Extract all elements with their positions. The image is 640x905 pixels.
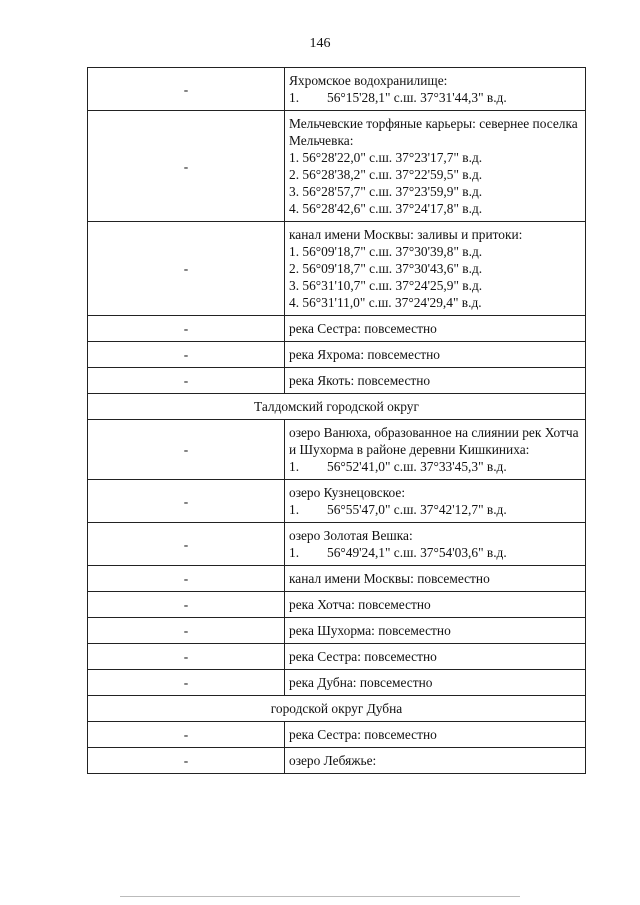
coordinate-value: 56°52'41,0" с.ш. 37°33'45,3" в.д.: [327, 459, 507, 474]
table-row: [88, 644, 586, 670]
row-description: [285, 316, 586, 342]
table-row: [88, 566, 586, 592]
row-mark: -: [88, 316, 285, 342]
table-row: [88, 111, 586, 222]
water-body-title: озеро Лебяжье:: [289, 753, 377, 768]
row-description: [285, 592, 586, 618]
coordinate-index: 1.: [289, 459, 300, 474]
water-body-title: река Якоть: повсеместно: [289, 373, 431, 388]
coordinate-index: 1.: [289, 545, 300, 560]
table-row: [88, 316, 586, 342]
row-description: [285, 722, 586, 748]
coordinate-index: 1.: [289, 502, 300, 517]
table-row: [88, 480, 586, 523]
table-row: [88, 68, 586, 111]
row-mark: -: [88, 480, 285, 523]
water-body-title: река Хотча: повсеместно: [289, 597, 431, 612]
table-row: [88, 523, 586, 566]
water-bodies-table: [87, 67, 586, 774]
section-row: [88, 394, 586, 420]
row-description: [285, 111, 586, 222]
table-row: [88, 618, 586, 644]
water-body-title: река Шухорма: повсеместно: [289, 623, 451, 638]
water-body-title: река Яхрома: повсеместно: [289, 347, 440, 362]
coordinate-line: [289, 501, 581, 518]
water-body-title: озеро Кузнецовское:: [289, 485, 406, 500]
table-row: [88, 748, 586, 774]
coordinate-value: 2. 56°28'38,2" с.ш. 37°22'59,5" в.д.: [289, 167, 483, 182]
row-description: [285, 644, 586, 670]
table-row: [88, 670, 586, 696]
water-body-title: озеро Ванюха, образованное на слиянии рек Хотча и Шухорма в районе деревни Кишкиниха:: [289, 425, 579, 457]
section-title: городской округ Дубна: [88, 696, 586, 722]
row-description: [285, 368, 586, 394]
row-description: [285, 670, 586, 696]
coordinate-line: [289, 277, 581, 294]
section-row: [88, 696, 586, 722]
coordinate-value: 1. 56°09'18,7" с.ш. 37°30'39,8" в.д.: [289, 244, 483, 259]
coordinate-line: [289, 200, 581, 217]
coordinate-line: [289, 149, 581, 166]
water-body-title: Яхромское водохранилище:: [289, 73, 448, 88]
coordinate-line: [289, 89, 581, 106]
row-description: [285, 618, 586, 644]
coordinate-line: [289, 166, 581, 183]
table-row: [88, 722, 586, 748]
row-description: [285, 480, 586, 523]
row-description: [285, 420, 586, 480]
coordinate-line: [289, 458, 581, 475]
water-body-title: река Сестра: повсеместно: [289, 727, 437, 742]
table-row: [88, 368, 586, 394]
coordinate-line: [289, 260, 581, 277]
section-title: Талдомский городской округ: [88, 394, 586, 420]
row-mark: -: [88, 342, 285, 368]
coordinate-value: 4. 56°31'11,0" с.ш. 37°24'29,4" в.д.: [289, 295, 482, 310]
page-number: 146: [309, 36, 331, 51]
table-row: [88, 222, 586, 316]
coordinate-value: 1. 56°28'22,0" с.ш. 37°23'17,7" в.д.: [289, 150, 483, 165]
coordinate-value: 56°55'47,0" с.ш. 37°42'12,7" в.д.: [327, 502, 507, 517]
water-body-title: река Дубна: повсеместно: [289, 675, 433, 690]
water-body-title: река Сестра: повсеместно: [289, 649, 437, 664]
coordinate-line: [289, 243, 581, 260]
row-mark: -: [88, 111, 285, 222]
coordinate-line: [289, 544, 581, 561]
row-mark: -: [88, 420, 285, 480]
row-mark: -: [88, 68, 285, 111]
row-description: [285, 342, 586, 368]
row-mark: -: [88, 670, 285, 696]
table-row: [88, 592, 586, 618]
table-row: [88, 420, 586, 480]
row-mark: -: [88, 368, 285, 394]
water-body-title: река Сестра: повсеместно: [289, 321, 437, 336]
row-description: [285, 523, 586, 566]
row-mark: -: [88, 592, 285, 618]
row-mark: -: [88, 748, 285, 774]
scan-edge-line: [120, 896, 520, 897]
coordinate-line: [289, 183, 581, 200]
row-mark: -: [88, 722, 285, 748]
coordinate-value: 3. 56°28'57,7" с.ш. 37°23'59,9" в.д.: [289, 184, 483, 199]
coordinate-value: 2. 56°09'18,7" с.ш. 37°30'43,6" в.д.: [289, 261, 483, 276]
row-mark: -: [88, 222, 285, 316]
water-body-title: канал имени Москвы: повсеместно: [289, 571, 490, 586]
row-description: [285, 566, 586, 592]
row-mark: -: [88, 566, 285, 592]
water-body-title: озеро Золотая Вешка:: [289, 528, 413, 543]
coordinate-index: 1.: [289, 90, 300, 105]
table-body: [88, 68, 586, 774]
row-mark: -: [88, 523, 285, 566]
row-description: [285, 68, 586, 111]
row-mark: -: [88, 618, 285, 644]
row-mark: -: [88, 644, 285, 670]
coordinate-value: 56°49'24,1" с.ш. 37°54'03,6" в.д.: [327, 545, 507, 560]
coordinate-line: [289, 294, 581, 311]
row-description: [285, 748, 586, 774]
coordinate-value: 56°15'28,1" с.ш. 37°31'44,3" в.д.: [327, 90, 507, 105]
table-row: [88, 342, 586, 368]
water-body-title: Мельчевские торфяные карьеры: севернее поселка Мельчевка:: [289, 116, 578, 148]
coordinate-value: 4. 56°28'42,6" с.ш. 37°24'17,8" в.д.: [289, 201, 483, 216]
water-body-title: канал имени Москвы: заливы и притоки:: [289, 227, 523, 242]
coordinate-value: 3. 56°31'10,7" с.ш. 37°24'25,9" в.д.: [289, 278, 483, 293]
row-description: [285, 222, 586, 316]
